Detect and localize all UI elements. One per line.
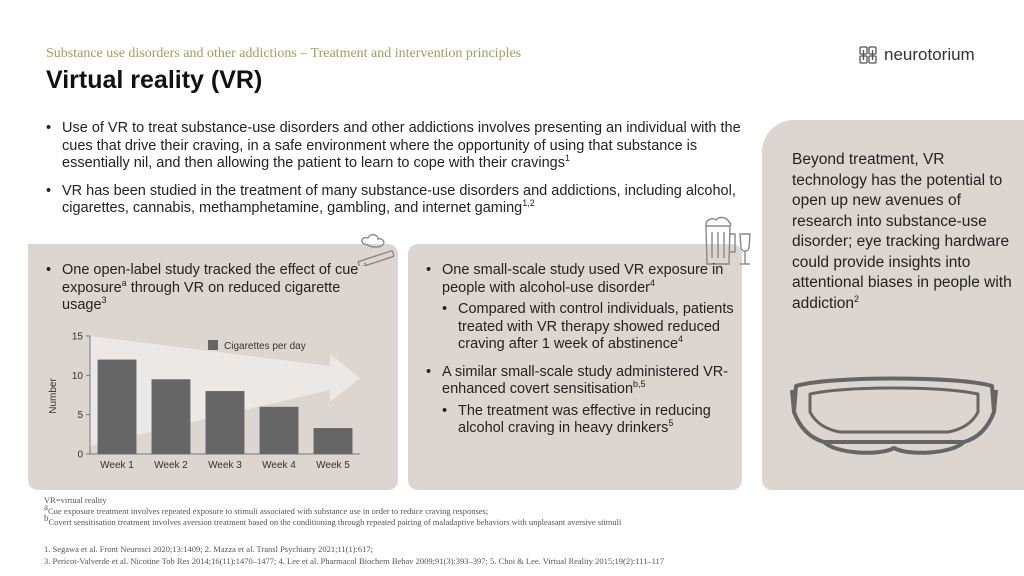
bar <box>206 391 245 454</box>
x-tick-label: Week 1 <box>100 460 134 471</box>
bar <box>98 360 137 454</box>
top-bullet-list <box>46 120 746 228</box>
x-tick-label: Week 4 <box>262 460 296 471</box>
section-subtitle: Substance use disorders and other addictions – Treatment and intervention principles <box>46 46 522 61</box>
page-title: Virtual reality (VR) <box>46 66 263 94</box>
reference-line-2: 3. Pericot-Valverde et al. Nicotine Tob Res 2014;16(11):1470–1477; 4. Lee et al. Pharmacol Biochem Behav 2009;91(3):393–397; 5. Choi & Lee. Virtual Reality 2015;19(2):111–117 <box>44 556 665 566</box>
reference-line-1: 1. Segawa et al. Front Neurosci 2020;13:1409; 2. Mazza et al. Transl Psychiatry 2021;11(1):617; <box>44 544 374 554</box>
sub-bullet-effective: • The treatment was effective in reducing alcohol craving in heavy drinkers$^5$ <box>442 403 736 438</box>
bullet-cigarette-study: • One open-label study tracked the effect of cue exposure$^a$ through VR on reduced cigarette usage$^3$ <box>46 262 376 315</box>
bar <box>152 379 191 454</box>
y-tick-label: 0 <box>77 449 83 461</box>
footnotes <box>44 495 804 528</box>
legend-swatch <box>208 340 218 350</box>
bar <box>260 407 299 454</box>
sub-bullet-reduced-craving: • Compared with control individuals, patients treated with VR therapy showed reduced craving after 1 week of abstinence$^4$ <box>442 301 736 354</box>
bullet-vr-studied: • VR has been studied in the treatment of many substance-use disorders and addictions, including alcohol, cigarettes, cannabis, methamphetamine, gambling, and internet gaming$^{1,2}$ <box>46 183 746 218</box>
x-tick-label: Week 2 <box>154 460 188 471</box>
bullet-vr-treatment: • Use of VR to treat substance-use disorders and other addictions involves presenting an individual with the cues that drive their craving, in a safe environment where the opportunity of using that substance is essentially nil, and then allowing the patient to learn to cope with their cravings$^1$ <box>46 120 746 173</box>
bar <box>314 428 353 454</box>
references <box>44 543 844 567</box>
cigarettes-bar-chart <box>40 326 390 476</box>
footnote-a: $^a$Cue exposure treatment involves repeated exposure to stimuli associated with substance use in order to reduce craving responses; <box>44 502 489 516</box>
y-tick-label: 5 <box>77 410 83 422</box>
cigarette-study-bullets <box>46 262 376 315</box>
footnote-abbreviation: VR=virtual reality <box>44 495 107 505</box>
footnote-b: $^b$Covert sensitisation treatment involves aversion treatment based on the conditioning through repeated pairing of maladaptive behaviors with unpleasant aversive stimuli <box>44 513 622 527</box>
neurotorium-logo-icon <box>858 44 878 66</box>
bullet-covert-sensitisation: • A similar small-scale study administered VR-enhanced covert sensitisation$^{b,5}$ <box>426 364 736 399</box>
vr-headset-icon <box>788 372 1000 464</box>
y-axis-label: Number <box>48 378 59 414</box>
x-tick-label: Week 3 <box>208 460 242 471</box>
alcohol-study-bullets <box>426 262 736 438</box>
cigarette-icon <box>356 232 400 266</box>
beer-wine-icon <box>700 212 754 268</box>
y-tick-label: 10 <box>71 370 83 382</box>
x-tick-label: Week 5 <box>316 460 350 471</box>
y-tick-label: 15 <box>71 331 83 343</box>
research-text: Beyond treatment, VR technology has the potential to open up new avenues of research into substance-use disorder; eye tracking hardware could provide insights into attentional biases in people with addiction$^2$ <box>792 151 1012 312</box>
legend-label: Cigarettes per day <box>224 341 306 352</box>
logo-text: neurotorium <box>884 45 975 64</box>
bullet-alcohol-study: • One small-scale study used VR exposure in people with alcohol-use disorder$^4$ <box>426 262 736 297</box>
logo <box>858 44 975 66</box>
